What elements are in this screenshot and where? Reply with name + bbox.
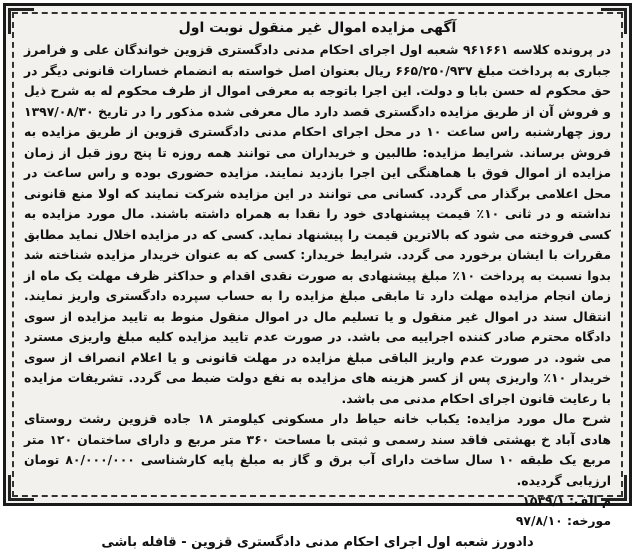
property-description: شرح مال مورد مزایده: یکباب خانه حیاط دار مسکونی کیلومتر ۱۸ جاده قزوین رشت روستای هادی آباد خ بهشتی فاقد سند رسمی و ثبتی با مساحت ۳۶۰ متر مربع و دارای ساختمان ۱۲۰ متر مربع یک طبقه ۱۰ سال ساخت دارای آب برق و گاز به مبلغ پایه کارشناسی ۸۰/۰۰۰/۰۰۰ تومان ارزیابی گردیده. (24, 411, 611, 488)
notice-frame (3, 3, 632, 550)
notice-body: در پرونده کلاسه ۹۶۱۶۶۱ شعبه اول اجرای احکام مدنی دادگستری قزوین خواندگان علی و فرامرز جباری به پرداخت مبلغ ۶۶۵/۲۵۰/۹۳۷ ریال بعنوان اصل خواسته به انضمام خسارات قانونی دیگر در حق محکوم له حسن بابا و دولت. این اجرا باتوجه به معرفی اموال از طرف محکوم له به شرح ذیل و فروش آن از طریق مزایده دادگستری قصد دارد مال معرفی شده مذکور را در تاریخ ۱۳۹۷/۰۸/۳۰ روز چهارشنبه راس ساعت ۱۰ در محل اجرای احکام مدنی دادگستری قزوین از طریق مزایده به فروش برساند. شرایط مزایده: طالبین و خریداران می توانند همه روزه تا پنج روز قبل از زمان مزایده از اموال فوق با هماهنگی این اجرا بازدید نمایند. مزایده حضوری بوده و راس ساعت در محل اعلامی برگذار می گردد. کسانی می توانند در این مزایده شرکت نمایند که اولا منع قانونی نداشته و در ثانی ۱۰٪ قیمت پیشنهادی خود را نقدا به همراه داشته باشند. مال مورد مزایده به کسی فروخته می شود که بالاترین قیمت را پیشنهاد نماید. کسی که در مزایده اخلال نماید مطابق مقررات با ایشان برخورد می گردد. شرایط خریدار: کسی که به عنوان خریدار مزایده شناخته شد بدوا نسبت به پرداخت ۱۰٪ مبلغ پیشنهادی به صورت نقدی اقدام و حداکثر ظرف مهلت یک ماه از زمان انجام مزایده مهلت دارد تا مابقی مبلغ مزایده را به حساب سپرده دادگستری واریز نمایند. انتقال سند در اموال غیر منقول و یا تسلیم مال در اموال منقول منوط به تایید مزایده از سوی دادگاه محترم صادر کننده اجراییه می باشد. در صورت عدم تایید مزایده کلیه مبلغ واریزی مسترد می شود. در صورت عدم واریز الباقی مبلغ مزایده در مهلت قانونی و یا اعلام انصراف از سوی خریدار ۱۰٪ واریزی پس از کسر هزینه های مزایده به نفع دولت ضبط می گردد. تشریفات مزایده با رعایت قانون اجرای احکام مدنی می باشد. (24, 42, 612, 406)
signature-line: دادورز شعبه اول اجرای احکام مدنی دادگستری قزوین - قافله باشی (101, 535, 534, 550)
reference-number: م الف: ۱۵۳۹/۱ (522, 493, 611, 508)
notice-content (24, 20, 612, 550)
notice-title: آگهی مزایده اموال غیر منقول نوبت اول (178, 20, 457, 36)
notice-date: مورخه: ۹۷/۸/۱۰ (515, 513, 611, 528)
